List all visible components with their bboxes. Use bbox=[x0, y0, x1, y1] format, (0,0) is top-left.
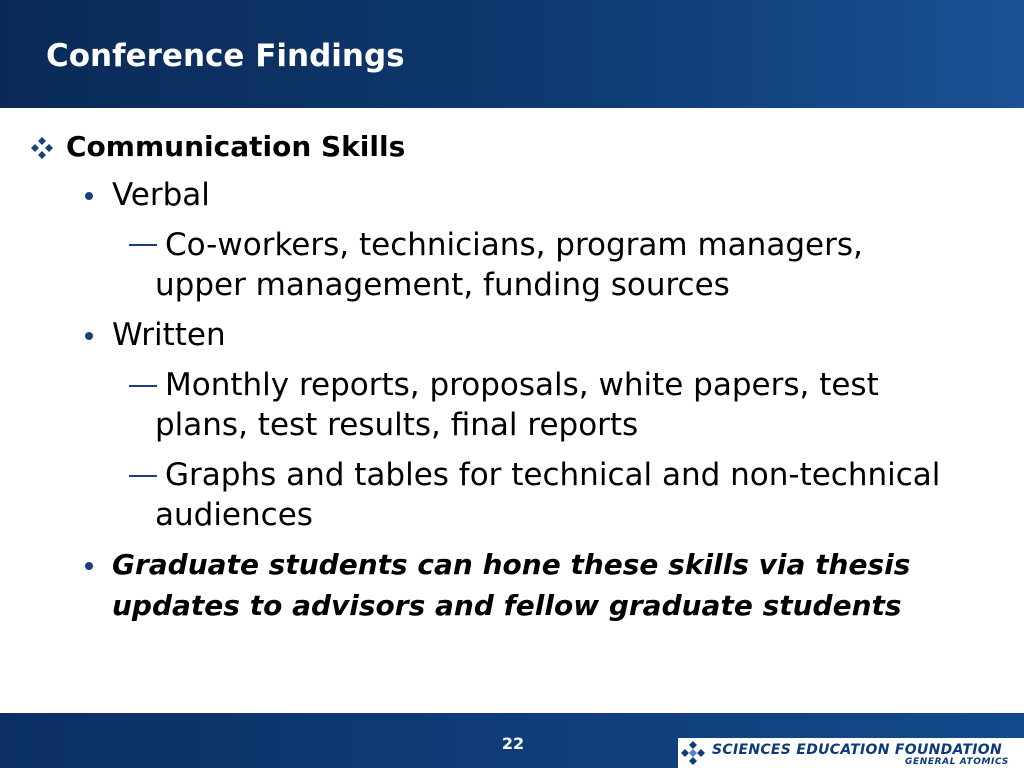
emphasis-line-1: Graduate students can hone these skills via thesis bbox=[112, 548, 911, 581]
logo-text-general-atomics: GENERAL ATOMICS bbox=[905, 757, 1009, 767]
four-diamond-icon bbox=[30, 136, 54, 160]
logo-text-sciences-education-foundation: SCIENCES EDUCATION FOUNDATION bbox=[712, 742, 1002, 758]
bullet-verbal: Verbal bbox=[112, 177, 210, 213]
dot-bullet-icon bbox=[85, 332, 93, 340]
page-number: 22 bbox=[501, 734, 525, 753]
dash-bullet-icon bbox=[129, 475, 157, 477]
four-diamond-logo-icon bbox=[680, 740, 706, 766]
verbal-sub-line-1: Co-workers, technicians, program managers, bbox=[165, 227, 863, 263]
written-sub1-line-2: plans, test results, final reports bbox=[155, 407, 639, 443]
written-sub2-line-1: Graphs and tables for technical and non-technical bbox=[165, 457, 941, 493]
dash-bullet-icon bbox=[129, 244, 157, 246]
dash-bullet-icon bbox=[129, 385, 157, 387]
slide-header bbox=[0, 0, 1024, 108]
heading-communication-skills: Communication Skills bbox=[66, 130, 406, 163]
emphasis-line-2: updates to advisors and fellow graduate students bbox=[112, 589, 902, 622]
written-sub1-line-1: Monthly reports, proposals, white papers, test bbox=[165, 367, 879, 403]
written-sub2-line-2: audiences bbox=[155, 497, 313, 533]
verbal-sub-line-2: upper management, funding sources bbox=[155, 267, 730, 303]
bullet-written: Written bbox=[112, 317, 226, 353]
dot-bullet-icon bbox=[85, 562, 93, 570]
dot-bullet-icon bbox=[85, 192, 93, 200]
slide-title: Conference Findings bbox=[46, 38, 405, 74]
